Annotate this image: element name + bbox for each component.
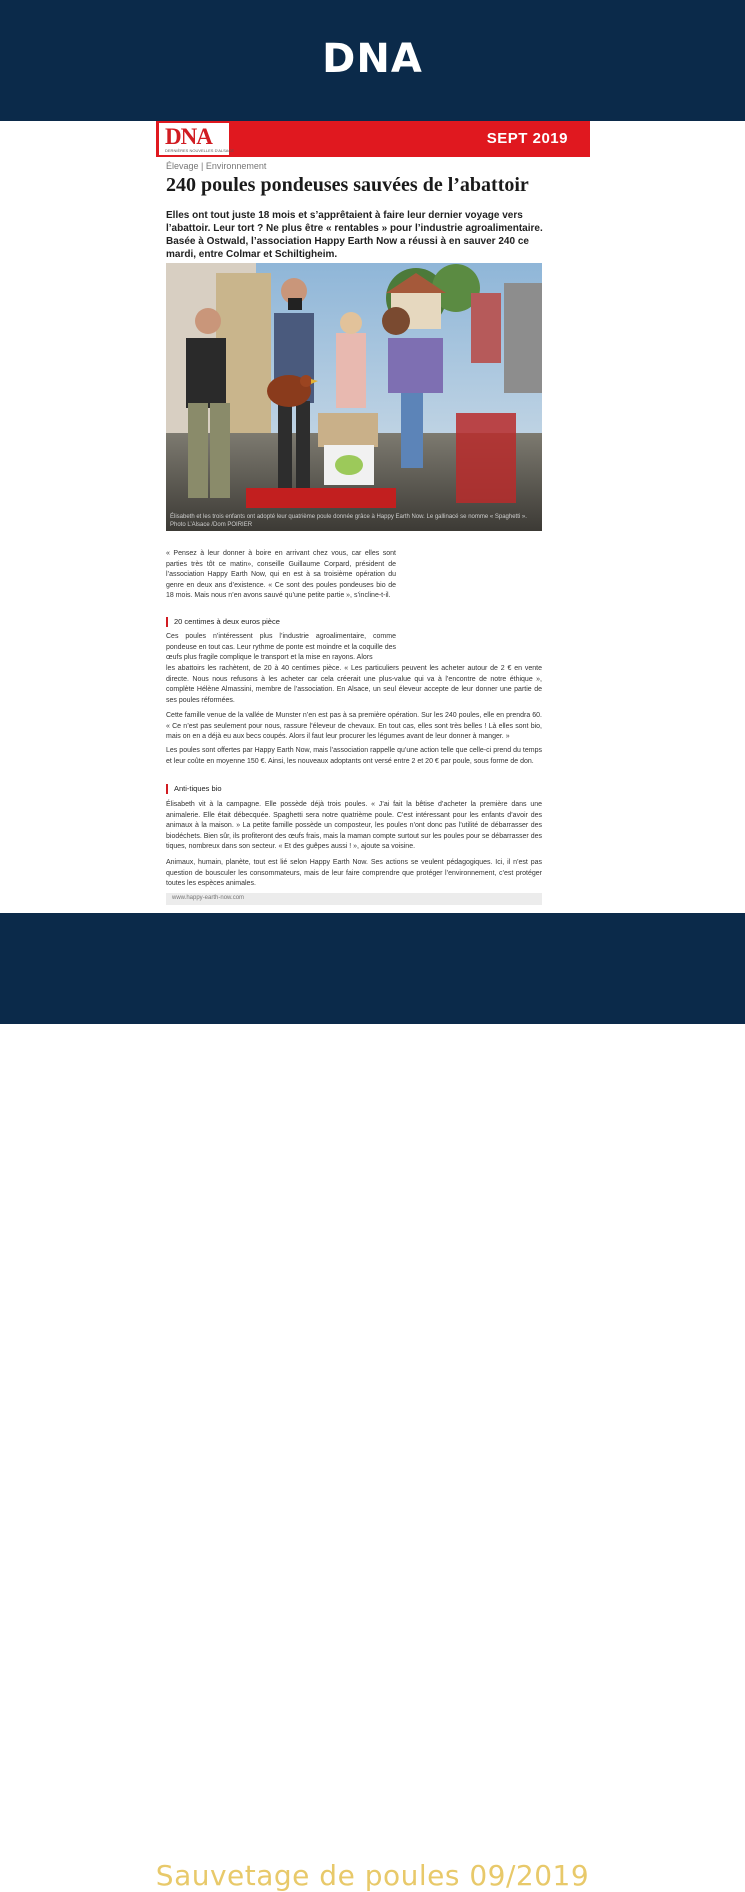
paragraph-6: Animaux, humain, planète, tout est lié selon Happy Earth Now. Ses actions se veulent pédagogiques. Ici, il n’est pas question de bousculer les consommateurs, mais de leur faire comprendre que protéger l’environnement, c’est protéger toutes les espèces animales. xyxy=(166,859,542,887)
paragraph-2a: Ces poules n’intéressent plus l’industrie agroalimentaire, comme pondeuse en tout cas. Leur rythme de ponte est moindre et la coquille des œufs plus fragile complique le transport et la mise en rayons. Alors xyxy=(166,633,396,661)
section-label: Élevage | Environnement xyxy=(166,161,267,171)
header-title: DNA xyxy=(322,36,423,82)
photo-illustration xyxy=(166,263,542,531)
subheading-1: 20 centimes à deux euros pièce xyxy=(166,617,280,627)
footer-caption: Sauvetage de poules 09/2019 xyxy=(155,1859,590,1892)
article-photo xyxy=(166,263,542,531)
headline: 240 poules pondeuses sauvées de l’abattoir xyxy=(166,174,529,196)
paragraph-4: Les poules sont offertes par Happy Earth Now, mais l’association rappelle qu’une action telle que celle-ci prend du temps et leur coûte en moyenne 150 €. Ainsi, les nouveaux adoptants ont versé entre 2 et 20 € par poule, sous forme de don. xyxy=(166,747,542,765)
header-band xyxy=(0,0,745,121)
dna-logo: DNA DERNIÈRES NOUVELLES D'ALSACE xyxy=(159,123,229,155)
subheading-2: Anti-tiques bio xyxy=(166,784,222,794)
paragraph-3: Cette famille venue de la vallée de Munster n’en est pas à sa première opération. Sur les 240 poules, elle en prendra 60. « Ce n’est pas seulement pour nous, rassure l’éleveur de chevaux. En tout cas, elles sont très belles ! Là elles sont bio, mais on en a déjà eu aux becs coupés. Alors il faut leur procurer les légumes avant de leur donner à manger. » xyxy=(166,712,542,740)
newspaper-clipping xyxy=(156,121,590,913)
article-footer xyxy=(166,893,542,905)
footer-band xyxy=(0,913,745,1892)
paragraph-2b: les abattoirs les rachètent, de 20 à 40 centimes pièce. « Les particuliers peuvent les acheter autour de 2 € en vente directe. Nous nous refusons à les acheter car cela créerait une plus-value qui va à l’encontre de notre éthique », complète Hélène Almassini, membre de l’association. En Alsace, un seul éleveur accepte de leur donner une partie de ses poules réformées. xyxy=(166,665,542,704)
footer-url: www.happy-earth-now.com xyxy=(172,895,245,901)
photo-caption: Élisabeth et les trois enfants ont adopté leur quatrième poule donnée grâce à Happy Earth Now. Le gallinacé se nomme « Spaghetti ». Photo L’Alsace /Dom POIRIER xyxy=(170,514,527,528)
paragraph-5: Élisabeth vit à la campagne. Elle possède déjà trois poules. « J’ai fait la bêtise d’acheter la première dans une animalerie. Elle était débecquée. Spaghetti sera notre quatrième poule. C’est intéressant pour les enfants d’avoir des animaux à la maison. » La petite famille possède un composteur, les poules n’ont donc pas l’utilité de débarrasser des biodéchets. Bien sûr, ils profiteront des œufs frais, mais la maman compte surtout sur les poules pour se débarrasser des tiques, nombreux dans son secteur. « Et des guêpes aussi ! », ajoute sa voisine. xyxy=(166,801,542,850)
issue-date: SEPT 2019 xyxy=(486,130,568,147)
lead-paragraph: Elles ont tout juste 18 mois et s’apprêtaient à faire leur dernier voyage vers l’abattoir. Leur tort ? Ne plus être « rentables » pour l’industrie agroalimentaire. Basée à Ostwald, l’association Happy Earth Now a réussi à en sauver 240 ce mardi, entre Colmar et Schiltigheim. xyxy=(166,210,543,260)
paragraph-1: « Pensez à leur donner à boire en arrivant chez vous, car elles sont parties très tôt ce matin», conseille Guillaume Corpard, président de l’association Happy Earth Now, qui en est à sa troisième opération du genre en deux ans d’existence. « Ce sont des poules pondeuses bio de 18 mois. Mais nous n’en avons sauvé qu’une petite partie », s’incline-t-il. xyxy=(166,550,396,599)
masthead xyxy=(156,121,590,157)
